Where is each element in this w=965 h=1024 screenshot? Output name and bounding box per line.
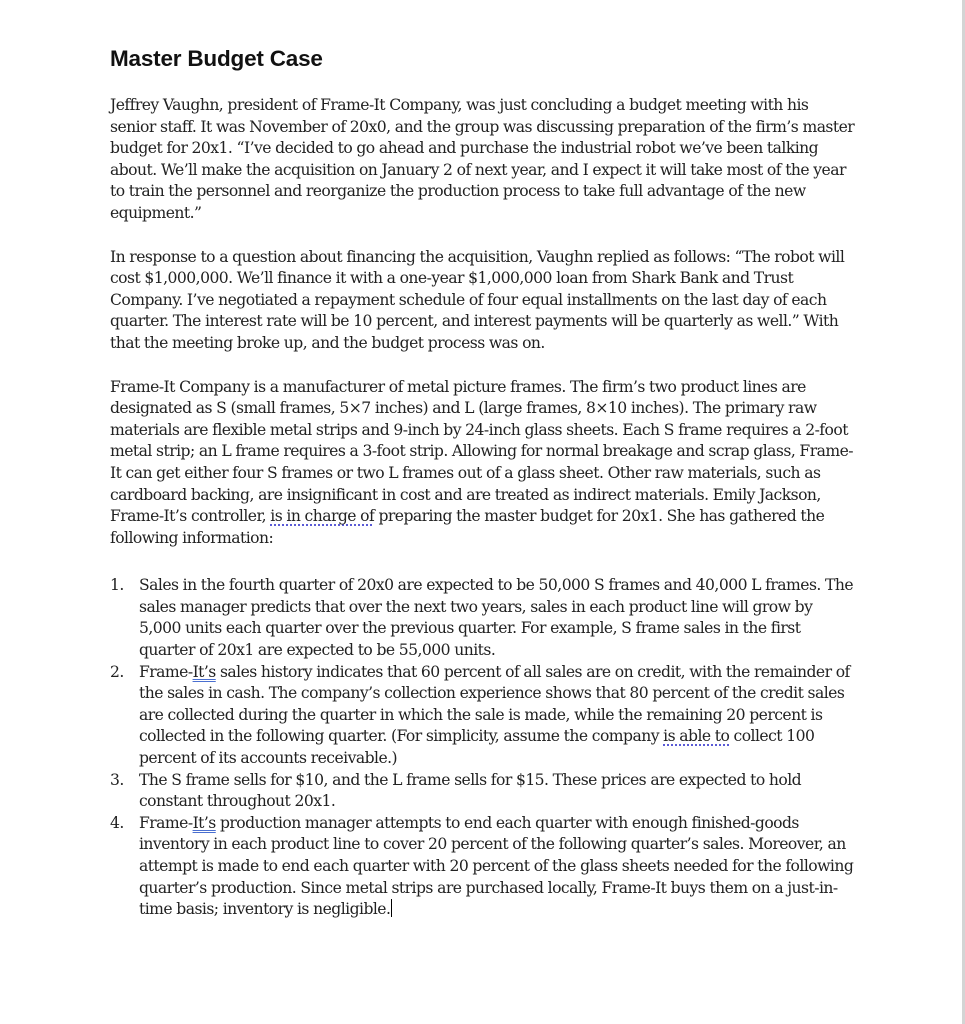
- grammar-suggestion-phrase[interactable]: is able to: [663, 727, 730, 746]
- text-cursor: [391, 899, 392, 917]
- list-item-text: sales history indicates that 60 percent of all sales are on credit, with the remainder of the sales in cash. The company’s collection experience shows that 80 percent of the credit sales are collected during the quarter in which the sale is made, while the remaining 20 percent is collected in the following quarter. (For simplicity, assume the company: [139, 662, 850, 746]
- list-number: 1.: [110, 576, 124, 595]
- list-number: 2.: [110, 662, 124, 681]
- list-number: 3.: [110, 770, 124, 789]
- list-number: 4.: [110, 813, 124, 832]
- document-title: Master Budget Case: [110, 46, 323, 71]
- paragraph-financing: In response to a question about financing the acquisition, Vaughn replied as follows: “The robot will cost $1,000,000. We’ll finance it with a one-year $1,000,000 loan from Shark Bank and Trust Company. I’ve negotiated a repayment schedule of four equal installments on the last day of each quarter. The interest rate will be 10 percent, and interest payments will be quarterly as well.” With that the meeting broke up, and the budget process was on.: [110, 247, 845, 352]
- paragraph-intro: Jeffrey Vaughn, president of Frame-It Company, was just concluding a budget meeting with his senior staff. It was November of 20x0, and the group was discussing preparation of the firm’s master budget for 20x1. “I’ve decided to go ahead and purchase the industrial robot we’ve been talking about. We’ll make the acquisition on January 2 of next year, and I expect it will take most of the year to train the personnel and reorganize the production process to take full advantage of the new equipment.”: [110, 96, 855, 222]
- paragraph-company-description: [110, 377, 855, 550]
- list-item-text: Frame-: [139, 662, 193, 681]
- spelling-flagged-word[interactable]: It’s: [192, 813, 216, 832]
- list-item-text: The S frame sells for $10, and the L frame sells for $15. These prices are expected to hold constant throughout 20x1.: [139, 770, 802, 811]
- list-item-4: [110, 813, 855, 921]
- list-item-text: collect 100 percent of its accounts receivable.): [139, 727, 815, 768]
- grammar-suggestion-phrase[interactable]: is in charge of: [270, 507, 375, 526]
- list-item-text: Sales in the fourth quarter of 20x0 are expected to be 50,000 S frames and 40,000 L frames. The sales manager predicts that over the next two years, sales in each product line will grow by 5,000 units each quarter over the previous quarter. For example, S frame sales in the first quarter of 20x1 are expected to be 55,000 units.: [139, 576, 854, 660]
- spelling-flagged-word[interactable]: It’s: [192, 662, 216, 681]
- information-list: [110, 575, 855, 921]
- list-item-3: [110, 770, 855, 813]
- document-body[interactable]: [110, 44, 855, 921]
- list-item-1: [110, 575, 855, 661]
- list-item-text: production manager attempts to end each quarter with enough finished-goods inventory in each product line to cover 20 percent of the following quarter’s sales. Moreover, an attempt is made to end each quarter with 20 percent of the glass sheets needed for the following quarter’s production. Since metal strips are purchased locally, Frame-It buys them on a just-in-time basis; inventory is negligible.: [139, 813, 854, 919]
- paragraph-text: preparing the master budget for 20x1. She has gathered the following information:: [110, 507, 825, 547]
- list-item-text: Frame-: [139, 813, 193, 832]
- list-item-2: [110, 662, 855, 770]
- paragraph-text: Frame-It Company is a manufacturer of metal picture frames. The firm’s two product lines are designated as S (small frames, 5×7 inches) and L (large frames, 8×10 inches). The primary raw materials are flexible metal strips and 9-inch by 24-inch glass sheets. Each S frame requires a 2-foot metal strip; an L frame requires a 3-foot strip. Allowing for normal breakage and scrap glass, Frame-It can get either four S frames or two L frames out of a glass sheet. Other raw materials, such as cardboard backing, are insignificant in cost and are treated as indirect materials. Emily Jackson, Frame-It’s controller,: [110, 377, 853, 526]
